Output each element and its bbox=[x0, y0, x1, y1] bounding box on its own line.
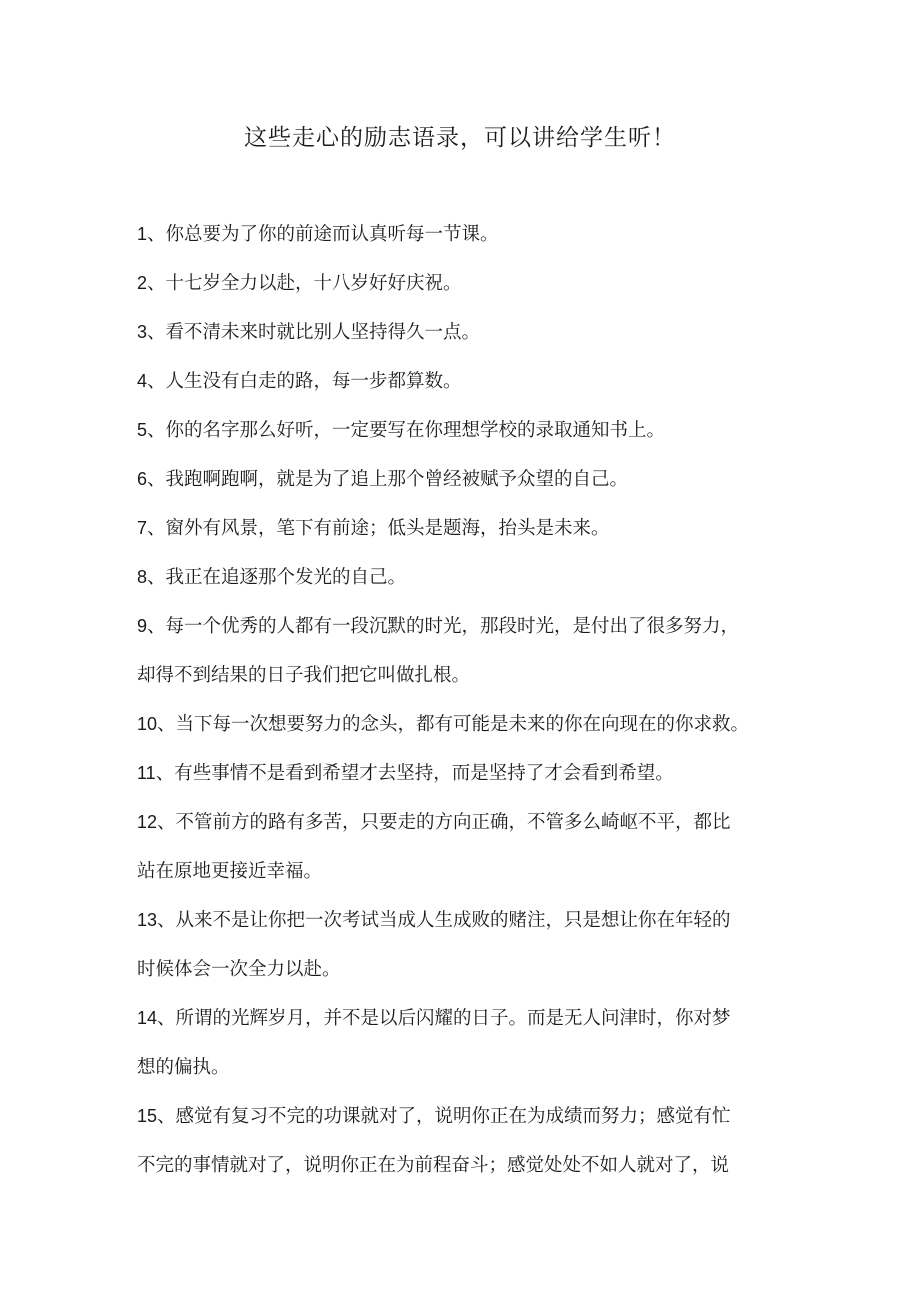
list-item bbox=[137, 896, 802, 945]
list-item bbox=[137, 602, 802, 651]
item-number: 9 bbox=[137, 616, 148, 636]
list-item bbox=[137, 994, 802, 1043]
item-number: 8 bbox=[137, 567, 148, 587]
list-item bbox=[137, 1092, 802, 1141]
item-number: 12 bbox=[137, 812, 158, 832]
item-text: 想的偏执。 bbox=[137, 1057, 230, 1078]
list-item bbox=[137, 259, 802, 308]
page-title: 这些走心的励志语录，可以讲给学生听！ bbox=[244, 125, 676, 151]
item-number: 10 bbox=[137, 714, 158, 734]
item-text: 却得不到结果的日子我们把它叫做扎根。 bbox=[137, 665, 471, 686]
list-item bbox=[137, 553, 802, 602]
item-text: 、你的名字那么好听，一定要写在你理想学校的录取通知书上。 bbox=[147, 420, 666, 441]
item-text: 站在原地更接近幸福。 bbox=[137, 861, 323, 882]
list-item-continuation bbox=[137, 651, 802, 700]
item-text: 、你总要为了你的前途而认真听每一节课。 bbox=[147, 224, 499, 245]
item-number: 6 bbox=[137, 469, 148, 489]
list-item bbox=[137, 455, 802, 504]
item-number: 4 bbox=[137, 371, 148, 391]
item-text: 不完的事情就对了，说明你正在为前程奋斗；感觉处处不如人就对了，说 bbox=[137, 1155, 730, 1176]
item-number: 15 bbox=[137, 1106, 158, 1126]
item-number: 14 bbox=[137, 1008, 158, 1028]
item-text: 时候体会一次全力以赴。 bbox=[137, 959, 341, 980]
item-number: 7 bbox=[137, 518, 148, 538]
item-text: 、人生没有白走的路，每一步都算数。 bbox=[147, 371, 462, 392]
list-item bbox=[137, 210, 802, 259]
item-number: 2 bbox=[137, 273, 148, 293]
quote-list bbox=[137, 210, 802, 1190]
list-item-continuation bbox=[137, 945, 802, 994]
item-text: 、看不清未来时就比别人坚持得久一点。 bbox=[147, 322, 481, 343]
item-text: 、窗外有风景，笔下有前途；低头是题海，抬头是未来。 bbox=[147, 518, 610, 539]
item-text: 、我正在追逐那个发光的自己。 bbox=[147, 567, 407, 588]
list-item bbox=[137, 406, 802, 455]
item-number: 11 bbox=[137, 763, 156, 783]
item-text: 、有些事情不是看到希望才去坚持，而是坚持了才会看到希望。 bbox=[155, 763, 674, 784]
list-item-continuation bbox=[137, 847, 802, 896]
item-text: 、所谓的光辉岁月，并不是以后闪耀的日子。而是无人问津时，你对梦 bbox=[157, 1008, 731, 1029]
list-item-continuation bbox=[137, 1043, 802, 1092]
item-number: 3 bbox=[137, 322, 148, 342]
item-number: 13 bbox=[137, 910, 158, 930]
item-text: 、不管前方的路有多苦，只要走的方向正确，不管多么崎岖不平，都比 bbox=[157, 812, 731, 833]
list-item bbox=[137, 357, 802, 406]
item-text: 、当下每一次想要努力的念头，都有可能是未来的你在向现在的你求救。 bbox=[157, 714, 750, 735]
list-item bbox=[137, 308, 802, 357]
item-text: 、我跑啊跑啊，就是为了追上那个曾经被赋予众望的自己。 bbox=[147, 469, 629, 490]
item-text: 、感觉有复习不完的功课就对了，说明你正在为成绩而努力；感觉有忙 bbox=[157, 1106, 731, 1127]
item-text: 、每一个优秀的人都有一段沉默的时光，那段时光，是付出了很多努力， bbox=[147, 616, 740, 637]
list-item bbox=[137, 798, 802, 847]
item-text: 、从来不是让你把一次考试当成人生成败的赌注，只是想让你在年轻的 bbox=[157, 910, 731, 931]
item-number: 1 bbox=[137, 224, 148, 244]
item-text: 、十七岁全力以赴，十八岁好好庆祝。 bbox=[147, 273, 462, 294]
item-number: 5 bbox=[137, 420, 148, 440]
list-item bbox=[137, 749, 802, 798]
list-item bbox=[137, 504, 802, 553]
list-item bbox=[137, 700, 802, 749]
list-item-continuation bbox=[137, 1141, 802, 1190]
